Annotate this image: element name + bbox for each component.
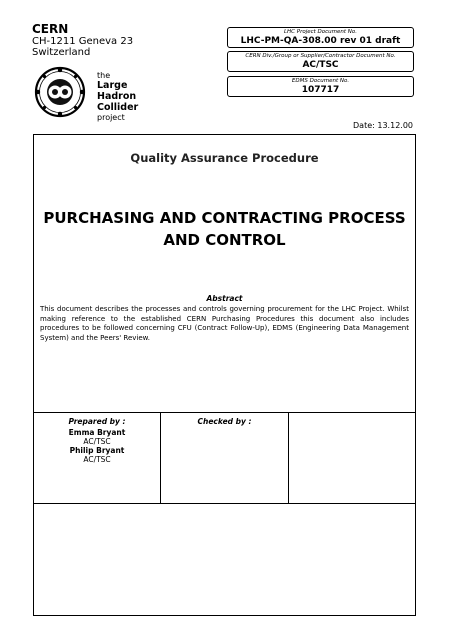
project-name-line: Hadron: [97, 91, 137, 102]
checked-by-label: Checked by :: [197, 417, 252, 426]
address-line-1: CH-1211 Geneva 23: [32, 36, 134, 47]
preparer-division: AC/TSC: [83, 437, 111, 446]
preparer-name: Emma Bryant: [68, 428, 126, 437]
project-prefix: the: [97, 71, 111, 80]
checked-by-cell: [161, 413, 289, 503]
prepared-by-cell: [34, 413, 161, 503]
title-line: PURCHASING AND CONTRACTING PROCESS: [43, 209, 406, 227]
project-name-line: Collider: [97, 102, 139, 113]
division-document-number-caption: CERN Div./Group or Supplier/Contractor Document No.: [245, 53, 396, 59]
signature-row: [34, 412, 415, 504]
edms-document-number-caption: EDMS Document No.: [291, 78, 350, 84]
organization-block: [32, 22, 182, 58]
document-frame: [33, 134, 416, 616]
project-name-line: Large: [97, 80, 128, 91]
preparer-division: AC/TSC: [83, 455, 111, 464]
document-date: Date: 13.12.00: [353, 121, 413, 130]
preparer-name: Philip Bryant: [69, 446, 125, 455]
division-document-number-box: [227, 51, 414, 72]
document-title: [34, 207, 415, 251]
title-line: AND CONTROL: [163, 231, 286, 249]
lhc-logo: [32, 64, 88, 120]
lhc-logo-icon: [32, 64, 88, 120]
blank-signature-cell: [289, 413, 415, 503]
project-suffix: project: [97, 113, 125, 122]
abstract-heading: Abstract: [206, 294, 243, 303]
lhc-document-number-caption: LHC Project Document No.: [283, 29, 358, 35]
edms-document-number: 107717: [301, 85, 340, 95]
lhc-document-number: LHC-PM-QA-308.00 rev 01 draft: [240, 36, 401, 46]
prepared-by-label: Prepared by :: [68, 417, 126, 426]
address-line-2: Switzerland: [32, 47, 91, 58]
abstract-text: This document describes the processes and controls governing procurement for the LHC Project. Whilst making reference to the established CERN Purchasing Procedures this document also includes procedures to be followed concerning CFU (Contract Follow-Up), EDMS (Engineering Data Management System) and the Peers' Review.: [40, 305, 409, 342]
edms-document-number-box: [227, 76, 414, 97]
division-document-number: AC/TSC: [302, 60, 339, 70]
lhc-document-number-box: [227, 27, 414, 48]
project-label: [97, 71, 187, 122]
organization-name: CERN: [32, 22, 69, 36]
document-type: Quality Assurance Procedure: [130, 151, 319, 165]
